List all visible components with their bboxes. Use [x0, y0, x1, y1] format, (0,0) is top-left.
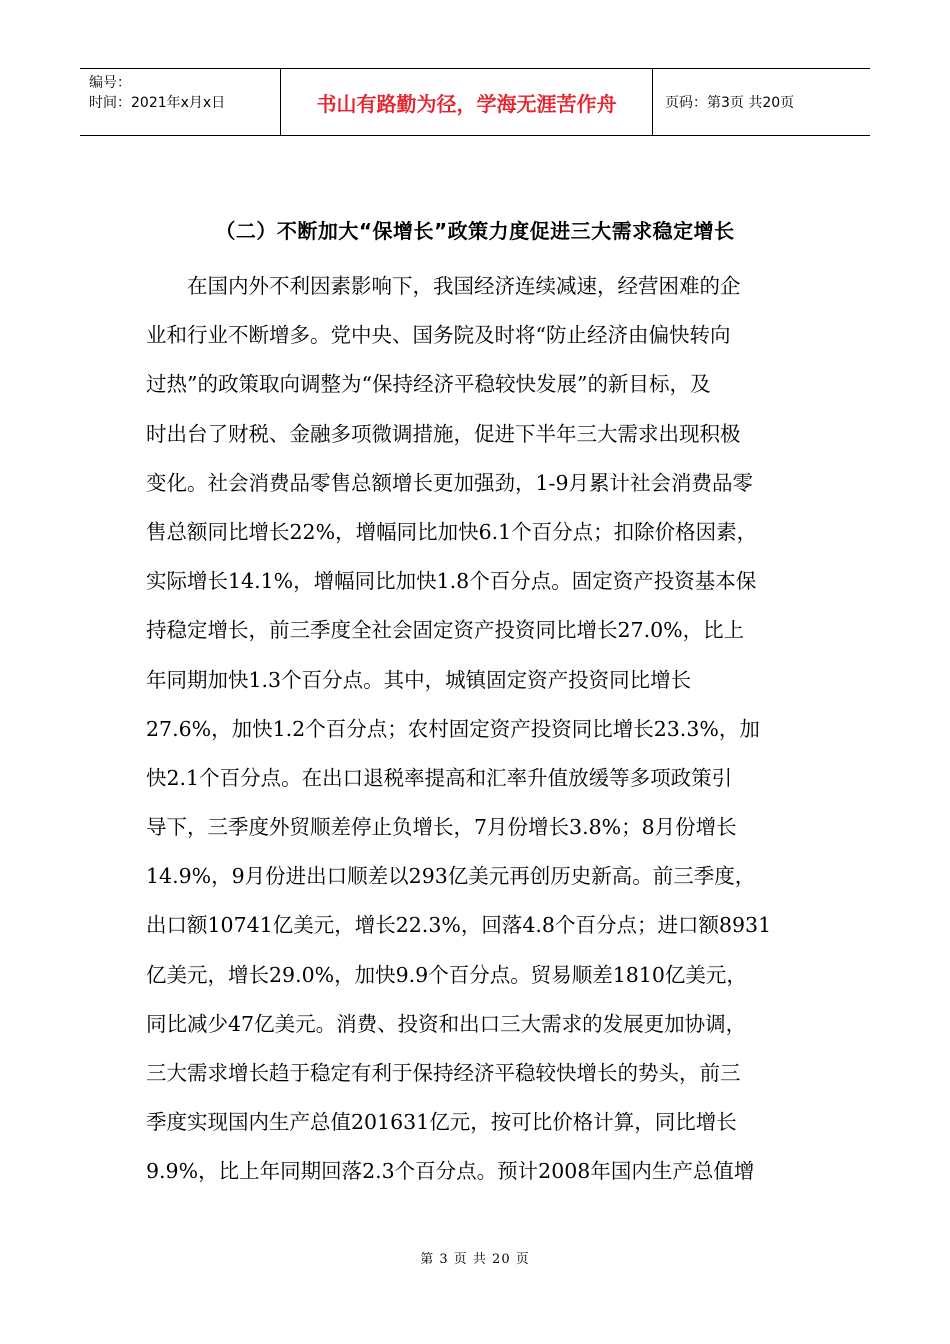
- time-label: 时间：2021年x月x日: [89, 95, 226, 111]
- body-line: 导下，三季度外贸顺差停止负增长，7月份增长3.8%；8月份增长: [146, 815, 737, 840]
- body-line: 三大需求增长趋于稳定有利于保持经济平稳较快增长的势头，前三: [146, 1061, 741, 1085]
- header-meta: [80, 69, 281, 135]
- body-line: 变化。社会消费品零售总额增长更加强劲，1-9月累计社会消费品零: [146, 470, 754, 495]
- body-line: 过热”的政策取向调整为“保持经济平稳较快发展”的新目标，及: [146, 372, 711, 397]
- body-line: 27.6%，加快1.2个百分点；农村固定资产投资同比增长23.3%，加: [146, 716, 760, 741]
- body-line: 年同期加快1.3个百分点。其中，城镇固定资产投资同比增长: [146, 667, 692, 692]
- body-paragraph: [146, 262, 826, 1197]
- number-label: 编号：: [89, 75, 131, 91]
- body-line: 实际增长14.1%，增幅同比加快1.8个百分点。固定资产投资基本保: [146, 569, 757, 594]
- body-line: 出口额10741亿美元，增长22.3%，回落4.8个百分点；进口额8931: [146, 913, 772, 938]
- body-line: 售总额同比增长22%，增幅同比加快6.1个百分点；扣除价格因素，: [146, 519, 758, 544]
- body-line: 在国内外不利因素影响下，我国经济连续减速，经营困难的企: [187, 274, 741, 298]
- body-line: 季度实现国内生产总值201631亿元，按可比价格计算，同比增长: [146, 1110, 737, 1135]
- body-line: 时出台了财税、金融多项微调措施，促进下半年三大需求出现积极: [146, 421, 741, 446]
- body-line: 亿美元，增长29.0%，加快9.9个百分点。贸易顺差1810亿美元，: [146, 962, 747, 987]
- section-title: （二）不断加大“保增长”政策力度促进三大需求稳定增长: [215, 219, 735, 243]
- body-line: 业和行业不断增多。党中央、国务院及时将“防止经济由偏快转向: [146, 323, 731, 348]
- page-footer: 第 3 页 共 20 页: [420, 1252, 530, 1267]
- body-line: 9.9%，比上年同期回落2.3个百分点。预计2008年国内生产总值增: [146, 1159, 755, 1184]
- page-header: [80, 68, 870, 136]
- header-motto: 书山有路勤为径，学海无涯苦作舟: [281, 69, 653, 135]
- body-line: 持稳定增长，前三季度全社会固定资产投资同比增长27.0%，比上: [146, 618, 745, 643]
- body-line: 快2.1个百分点。在出口退税率提高和汇率升值放缓等多项政策引: [146, 765, 733, 790]
- body-line: 同比减少47亿美元。消费、投资和出口三大需求的发展更加协调，: [146, 1011, 747, 1036]
- body-line: 14.9%，9月份进出口顺差以293亿美元再创历史新高。前三季度，: [146, 864, 756, 889]
- header-page-info: 页码：第3页 共20页: [665, 95, 795, 111]
